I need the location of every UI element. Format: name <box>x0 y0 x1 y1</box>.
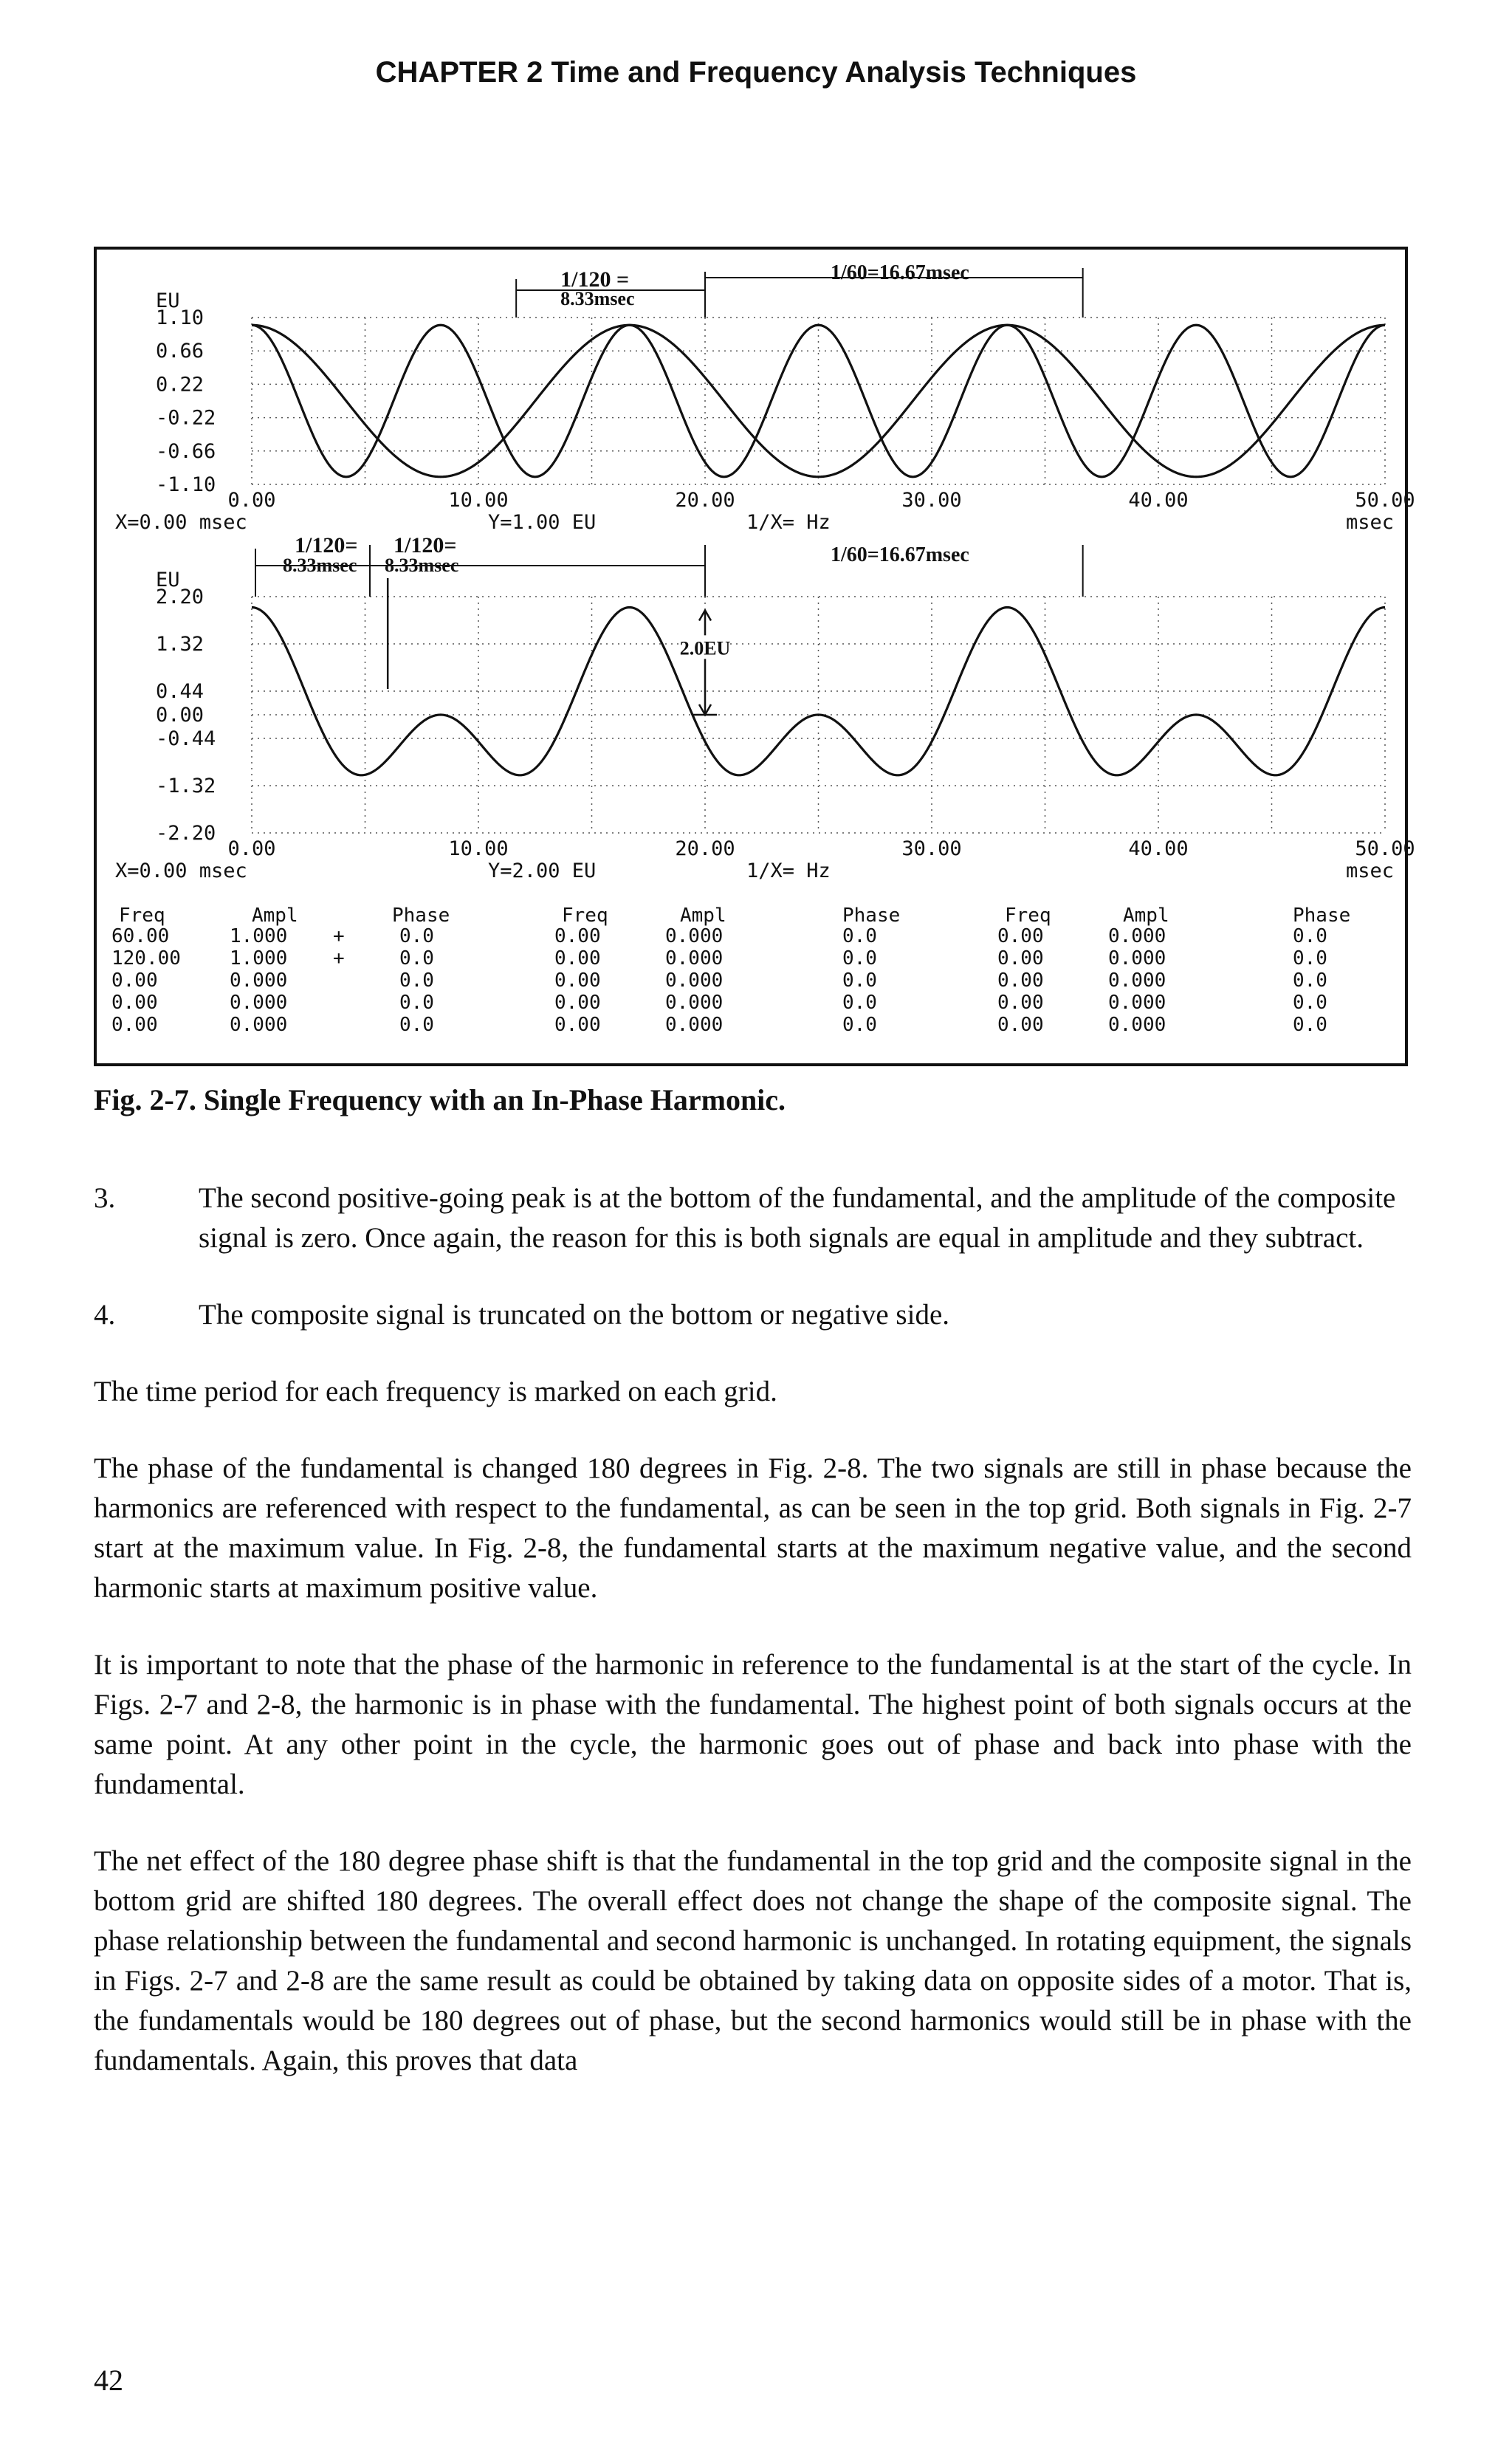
list-item-number: 4. <box>94 1299 116 1331</box>
y-unit-label: EU <box>156 289 180 312</box>
table-cell: 0.000 <box>665 992 724 1014</box>
table-cell: 0.0 <box>399 925 434 947</box>
paragraph: The time period for each frequency is marked on each grid. <box>94 1376 777 1407</box>
period-annotation: 1/60=16.67msec <box>831 543 969 566</box>
amplitude-annotation: 2.0EU <box>679 637 731 659</box>
table-cell: 0.00 <box>111 1014 158 1036</box>
table-header: Freq <box>1005 905 1051 927</box>
table-cell: 1.000 <box>230 925 288 947</box>
paragraph: It is important to note that the phase of the harmonic in reference to the fundamental is at the start of the cycle. In Figs. 2-7 and 2-8, the harmonic is in phase with the fundamental. The highest point of both signals occurs at the same point. At any other point in the cycle, the harmonic goes out of phase and back into phase with the fundamental. <box>94 1649 1412 1800</box>
table-cell: 0.000 <box>1108 1014 1166 1036</box>
figure-box <box>94 247 1415 1066</box>
table-cell: 0.00 <box>997 970 1044 992</box>
table-cell: 0.00 <box>997 1014 1044 1036</box>
table-cell: 0.0 <box>399 1014 434 1036</box>
list-item <box>94 1295 1412 1335</box>
period-annotation: 1/60=16.67msec <box>831 261 969 284</box>
period-annotation: 1/120= <box>394 533 457 557</box>
y-tick-label: -1.10 <box>156 473 216 496</box>
table-cell: 0.0 <box>399 970 434 992</box>
x-tick-label: 10.00 <box>448 489 509 512</box>
y-tick-label: -2.20 <box>156 822 216 845</box>
table-cell: 120.00 <box>111 947 181 970</box>
table-header: Ampl <box>680 905 726 927</box>
table-cell: 0.00 <box>997 947 1044 970</box>
table-cell: + <box>333 947 345 970</box>
table-cell: 0.000 <box>665 947 724 970</box>
period-annotation: 1/120 = <box>560 267 630 292</box>
bottom-plot <box>252 545 1385 833</box>
cursor-y-readout: Y=1.00 EU <box>488 511 597 534</box>
y-tick-label: -1.32 <box>156 775 216 797</box>
cursor-freq-readout: 1/X= Hz <box>746 511 831 534</box>
y-tick-label: -0.22 <box>156 406 216 430</box>
x-tick-label: 20.00 <box>675 489 735 512</box>
figure-caption: Fig. 2-7. Single Frequency with an In-Phase Harmonic. <box>94 1083 786 1116</box>
table-cell: 0.0 <box>842 992 877 1014</box>
table-header: Freq <box>119 905 165 927</box>
paragraph: The phase of the fundamental is changed 180 degrees in Fig. 2-8. The two signals are still in phase because the harmonics are referenced with respect to the fundamental, as can be seen in the top grid. Both signals in Fig. 2-7 start at the maximum value. In Fig. 2-8, the fundamental starts at the maximum negative value, and the second harmonic starts at maximum positive value. <box>94 1452 1412 1604</box>
table-cell: 0.00 <box>554 947 601 970</box>
x-tick-label: 0.00 <box>227 837 276 860</box>
table-cell: 0.000 <box>230 970 288 992</box>
y-unit-label: EU <box>156 569 180 591</box>
table-header: Ampl <box>252 905 298 927</box>
table-header: Ampl <box>1123 905 1169 927</box>
table-cell: 0.000 <box>1108 970 1166 992</box>
x-tick-label: 30.00 <box>901 837 962 860</box>
page-number: 42 <box>94 2364 123 2397</box>
table-cell: 0.000 <box>665 970 724 992</box>
cursor-x-readout: X=0.00 msec <box>115 511 247 534</box>
table-cell: 1.000 <box>230 947 288 970</box>
list-item-text: The second positive-going peak is at the bottom of the fundamental, and the amplitude of the composite signal is zero. Once again, the reason for this is both signals are equal in amplitude and they subtract. <box>199 1182 1396 1254</box>
x-tick-label: 20.00 <box>675 837 735 860</box>
x-tick-label: 40.00 <box>1128 837 1189 860</box>
y-tick-label: 1.10 <box>156 306 205 329</box>
table-cell: 0.0 <box>842 925 877 947</box>
y-tick-label: -0.66 <box>156 439 216 463</box>
figure-plots <box>97 250 1415 1063</box>
table-cell: 0.000 <box>1108 947 1166 970</box>
table-cell: 0.00 <box>554 970 601 992</box>
table-cell: 0.00 <box>997 992 1044 1014</box>
period-annotation: 8.33msec <box>560 288 635 309</box>
list-item-number: 3. <box>94 1182 116 1214</box>
period-annotation: 8.33msec <box>385 555 459 576</box>
paragraph: The net effect of the 180 degree phase shift is that the fundamental in the top grid and the composite signal in the bottom grid are shifted 180 degrees. The overall effect does not change the shape of the composite signal. The phase relationship between the fundamental and second harmonic is unchanged. In rotating equipment, the signals in Figs. 2-7 and 2-8 are the same result as could be obtained by taking data on opposite sides of a motor. That is, the fundamentals would be 180 degrees out of phase, but the second harmonics would still be in phase with the fundamentals. Again, this proves that data <box>94 1845 1412 2076</box>
x-tick-label: 40.00 <box>1128 489 1189 512</box>
table-header: Freq <box>562 905 608 927</box>
table-cell: 0.0 <box>842 1014 877 1036</box>
table-cell: 0.00 <box>111 970 158 992</box>
table-cell: 0.0 <box>1293 1014 1327 1036</box>
table-cell: 0.00 <box>997 925 1044 947</box>
list-item-text: The composite signal is truncated on the bottom or negative side. <box>199 1299 950 1331</box>
table-cell: 0.00 <box>111 992 158 1014</box>
cursor-y-readout: Y=2.00 EU <box>488 859 597 882</box>
table-cell: 0.0 <box>399 992 434 1014</box>
table-cell: 0.00 <box>554 992 601 1014</box>
x-tick-label: 50.00 <box>1355 489 1415 512</box>
table-cell: 0.00 <box>554 925 601 947</box>
table-cell: 0.0 <box>1293 947 1327 970</box>
table-cell: 0.000 <box>1108 925 1166 947</box>
y-tick-label: 0.00 <box>156 704 205 727</box>
table-cell: 0.00 <box>554 1014 601 1036</box>
period-annotation: 8.33msec <box>283 555 357 576</box>
cursor-x-readout: X=0.00 msec <box>115 859 247 882</box>
x-tick-label: 0.00 <box>227 489 276 512</box>
table-cell: 0.0 <box>399 947 434 970</box>
y-tick-label: 1.32 <box>156 633 205 656</box>
x-unit-label: msec <box>1345 859 1394 882</box>
table-cell: 0.000 <box>230 992 288 1014</box>
top-plot <box>252 268 1385 484</box>
table-cell: 0.000 <box>230 1014 288 1036</box>
chapter-header: CHAPTER 2 Time and Frequency Analysis Techniques <box>375 56 1137 89</box>
x-unit-label: msec <box>1345 511 1394 534</box>
table-header: Phase <box>392 905 450 927</box>
period-annotation: 1/120= <box>295 533 358 557</box>
x-tick-label: 30.00 <box>901 489 962 512</box>
y-tick-label: 0.22 <box>156 373 205 397</box>
table-cell: + <box>333 925 345 947</box>
table-header: Phase <box>842 905 901 927</box>
table-cell: 0.000 <box>665 925 724 947</box>
table-cell: 60.00 <box>111 925 170 947</box>
table-cell: 0.0 <box>842 947 877 970</box>
y-tick-label: 2.20 <box>156 586 205 608</box>
y-tick-label: 0.66 <box>156 340 205 363</box>
table-cell: 0.000 <box>665 1014 724 1036</box>
x-tick-label: 10.00 <box>448 837 509 860</box>
table-cell: 0.0 <box>1293 992 1327 1014</box>
list-item <box>94 1178 1412 1258</box>
table-cell: 0.000 <box>1108 992 1166 1014</box>
cursor-freq-readout: 1/X= Hz <box>746 859 831 882</box>
table-header: Phase <box>1293 905 1351 927</box>
body-text <box>94 1178 1412 2118</box>
table-cell: 0.0 <box>1293 970 1327 992</box>
x-tick-label: 50.00 <box>1355 837 1415 860</box>
y-tick-label: -0.44 <box>156 727 216 750</box>
y-tick-label: 0.44 <box>156 680 205 703</box>
table-cell: 0.0 <box>1293 925 1327 947</box>
table-cell: 0.0 <box>842 970 877 992</box>
